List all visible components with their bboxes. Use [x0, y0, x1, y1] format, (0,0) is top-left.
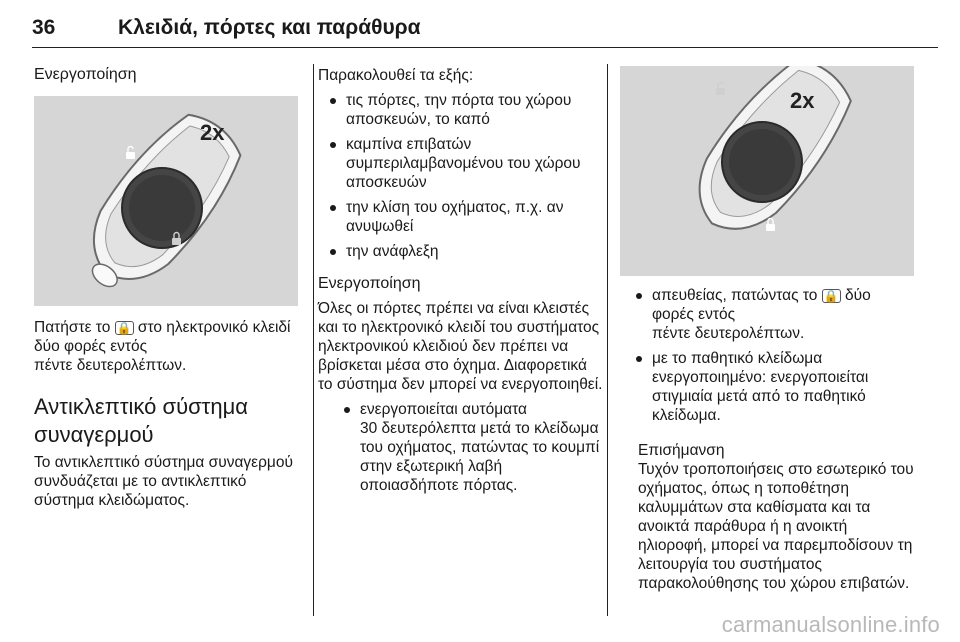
- column-1: [34, 64, 302, 86]
- page-header: [32, 12, 938, 48]
- bullet-dot: [330, 249, 336, 255]
- unlock-icon: [716, 83, 725, 96]
- bullet-dot: [330, 98, 336, 104]
- list-item-text: την κλίση του οχήματος, π.χ. αν ανυψωθεί: [346, 199, 564, 235]
- column-2: [318, 66, 604, 495]
- list-item-text: 30 δευτερόλεπτα μετά το κλείδωμα του οχήματος, πατώντας το κουμπί στην εξωτερική λαβή οποιασδήποτε πόρτας.: [360, 420, 600, 494]
- activation-paragraph: Όλες οι πόρτες πρέπει να είναι κλειστές και το ηλεκτρονικό κλειδί του συστήματος ηλεκτρονικού κλειδιού δεν πρέπει να βρίσκεται μέσα στο όχημα. Διαφορετικά το σύστημα δεν μπορεί να ενεργοποιηθεί.: [318, 300, 603, 393]
- list-item-text: με το παθητικό κλείδωμα ενεργοποιημένο: ενεργοποιείται στιγμιαία μετά από το παθητικό κλείδωμα.: [652, 350, 869, 424]
- section-heading: Ενεργοποίηση: [318, 275, 421, 292]
- press-twice-label: 2x: [790, 88, 815, 113]
- lock-icon: [766, 219, 775, 232]
- list-item: [624, 286, 916, 343]
- list-item-text: απευθείας, πατώντας το: [652, 287, 818, 304]
- list-item: [318, 198, 604, 236]
- bullet-dot: [636, 356, 642, 362]
- column-divider: [607, 64, 608, 616]
- lock-key-symbol: 🔒: [116, 321, 132, 335]
- key-fob-figure: [34, 96, 298, 306]
- note-text: Τυχόν τροποποιήσεις στο εσωτερικό του οχήματος, όπως η τοποθέτηση καλυμμάτων στα καθίσματα και τα ανοικτά παράθυρα ή η ανοικτή ηλιοροφή, μπορεί να παρεμποδίσουν τη λειτουργία του συστήματος παρακολούθησης του χώρου επιβατών.: [638, 461, 914, 592]
- column-3: [624, 286, 916, 593]
- column-1-text: [34, 318, 302, 510]
- list-item: [318, 91, 604, 129]
- list-item: [318, 135, 604, 192]
- note-title: Επισήμανση: [638, 442, 725, 459]
- key-fob-illustration: [620, 66, 914, 276]
- list-item-text: τις πόρτες, την πόρτα του χώρου αποσκευών, το καπό: [346, 92, 572, 128]
- bullet-dot: [330, 142, 336, 148]
- section-heading: Ενεργοποίηση: [34, 66, 137, 83]
- list-item: [624, 349, 916, 425]
- column-divider: [313, 64, 314, 616]
- instruction-post: στο ηλεκτρονικό κλειδί: [137, 319, 291, 336]
- key-fob-illustration: [34, 96, 298, 306]
- instruction-line2: δύο φορές εντός: [34, 338, 148, 355]
- instruction-pre: Πατήστε το: [34, 319, 111, 336]
- note-block: [638, 441, 916, 593]
- activation-instruction: [34, 318, 302, 375]
- press-twice-label: 2x: [200, 120, 225, 145]
- section-title: Αντικλεπτικό σύστημα συναγερμού: [34, 394, 249, 447]
- list-item-text: την ανάφλεξη: [346, 243, 439, 260]
- list-item-text: ενεργοποιείται αυτόματα: [360, 401, 527, 418]
- unlock-icon: [126, 147, 135, 160]
- lock-key-symbol: 🔒: [823, 289, 839, 303]
- bullet-dot: [636, 293, 642, 299]
- key-fob-figure: [620, 66, 914, 276]
- watermark: carmanualsonline.info: [721, 612, 940, 637]
- section-text: Το αντικλεπτικό σύστημα συναγερμού συνδυάζεται με το αντικλεπτικό σύστημα κλειδώματος.: [34, 454, 293, 509]
- chapter-title: Κλειδιά, πόρτες και παράθυρα: [118, 16, 421, 39]
- list-item: [318, 242, 604, 261]
- instruction-line3: πέντε δευτερολέπτων.: [34, 357, 187, 374]
- bullet-dot: [330, 205, 336, 211]
- bullet-dot: [344, 407, 350, 413]
- list-item-text: δύο φορές εντός: [652, 287, 871, 323]
- intro-text: Παρακολουθεί τα εξής:: [318, 67, 474, 84]
- list-item-text: πέντε δευτερολέπτων.: [652, 325, 805, 342]
- page-number: 36: [32, 16, 56, 39]
- list-item-text: καμπίνα επιβατών συμπεριλαμβανομένου του χώρου αποσκευών: [346, 136, 581, 191]
- list-item: [332, 400, 604, 495]
